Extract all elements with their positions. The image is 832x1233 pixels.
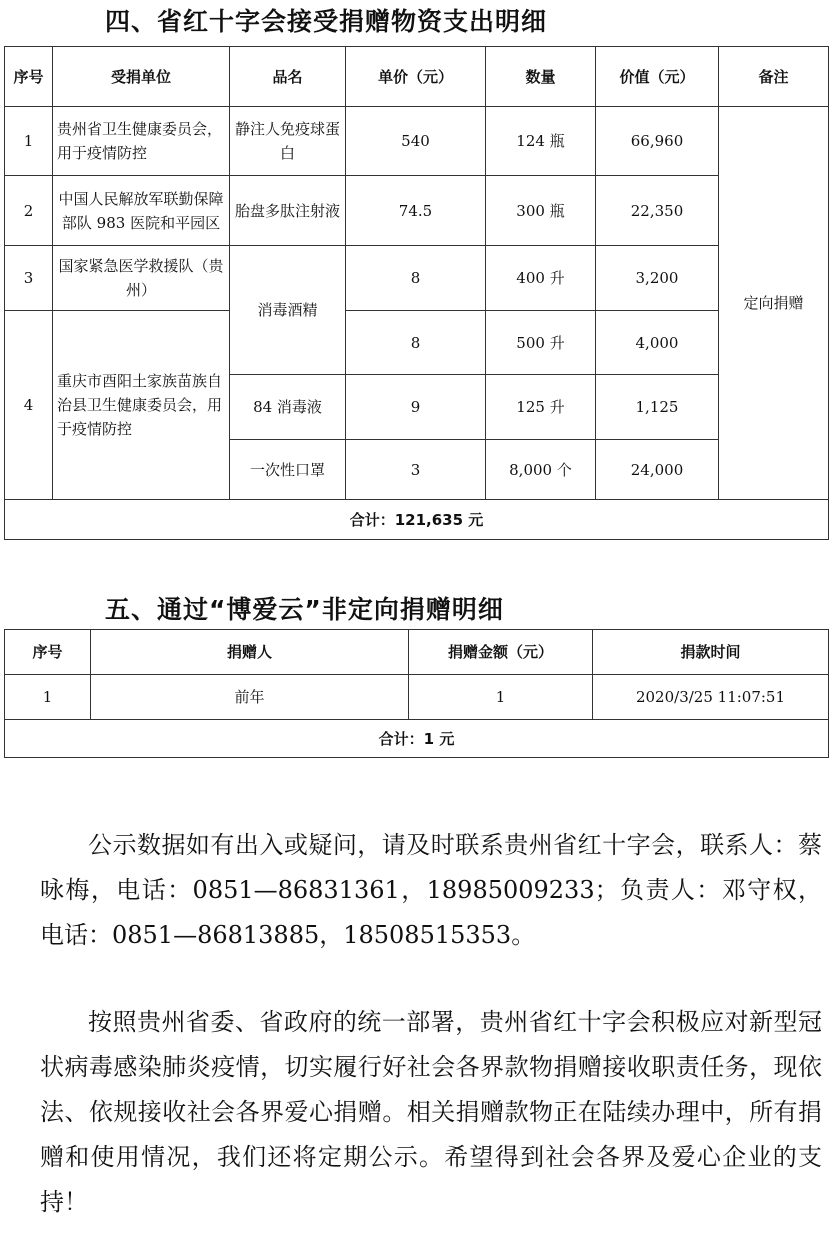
cell-recipient: 国家紧急医学救援队（贵州） [53, 246, 230, 311]
cell-price: 8 [346, 246, 486, 311]
table-row [5, 246, 829, 311]
section-4-title: 四、省红十字会接受捐赠物资支出明细 [105, 7, 548, 36]
cell-recipient: 重庆市酉阳土家族苗族自治县卫生健康委员会，用于疫情防控 [53, 311, 230, 500]
col-header-qty: 数量 [486, 47, 596, 107]
cell-price: 74.5 [346, 176, 486, 246]
cell-time: 2020/3/25 11:07:51 [593, 675, 829, 720]
cell-amount: 1 [409, 675, 593, 720]
col-header-donor: 捐赠人 [91, 630, 409, 675]
donation-table [4, 629, 829, 758]
cell-donor: 前年 [91, 675, 409, 720]
col-header-time: 捐款时间 [593, 630, 829, 675]
cell-recipient: 中国人民解放军联勤保障部队 983 医院和平园区 [53, 176, 230, 246]
col-header-value: 价值（元） [596, 47, 719, 107]
cell-no: 1 [5, 675, 91, 720]
cell-no: 3 [5, 246, 53, 311]
table-header-row [5, 630, 829, 675]
cell-value: 3,200 [596, 246, 719, 311]
cell-price: 8 [346, 311, 486, 375]
cell-no: 4 [5, 311, 53, 500]
material-expenditure-table [4, 46, 829, 540]
cell-qty: 500 升 [486, 311, 596, 375]
col-header-item: 品名 [230, 47, 346, 107]
cell-recipient: 贵州省卫生健康委员会，用于疫情防控 [53, 107, 230, 176]
cell-item: 静注人免疫球蛋白 [230, 107, 346, 176]
cell-value: 66,960 [596, 107, 719, 176]
cell-no: 2 [5, 176, 53, 246]
col-header-no: 序号 [5, 630, 91, 675]
table-row [5, 176, 829, 246]
cell-qty: 300 瓶 [486, 176, 596, 246]
col-header-price: 单价（元） [346, 47, 486, 107]
section-5-title: 五、通过“博爱云”非定向捐赠明细 [105, 595, 504, 624]
total-row [5, 500, 829, 540]
cell-price: 3 [346, 440, 486, 500]
cell-value: 24,000 [596, 440, 719, 500]
cell-item: 一次性口罩 [230, 440, 346, 500]
total-row [5, 720, 829, 758]
cell-note: 定向捐赠 [719, 107, 829, 500]
total-cell: 合计：121,635 元 [5, 500, 829, 540]
cell-value: 22,350 [596, 176, 719, 246]
cell-value: 1,125 [596, 375, 719, 440]
cell-item: 84 消毒液 [230, 375, 346, 440]
statement-paragraph: 按照贵州省委、省政府的统一部署，贵州省红十字会积极应对新型冠状病毒感染肺炎疫情，切实履行好社会各界款物捐赠接收职责任务，现依法、依规接收社会各界爱心捐赠。相关捐赠款物正在陆续办理中，所有捐赠和使用情况，我们还将定期公示。希望得到社会各界及爱心企业的支持！ [40, 1008, 822, 1216]
cell-qty: 124 瓶 [486, 107, 596, 176]
col-header-recipient: 受捐单位 [53, 47, 230, 107]
cell-item: 胎盘多肽注射液 [230, 176, 346, 246]
cell-qty: 400 升 [486, 246, 596, 311]
cell-price: 9 [346, 375, 486, 440]
cell-price: 540 [346, 107, 486, 176]
cell-qty: 125 升 [486, 375, 596, 440]
col-header-note: 备注 [719, 47, 829, 107]
col-header-no: 序号 [5, 47, 53, 107]
table-row [5, 311, 829, 375]
table-row [5, 107, 829, 176]
cell-value: 4,000 [596, 311, 719, 375]
col-header-amount: 捐赠金额（元） [409, 630, 593, 675]
total-cell: 合计：1 元 [5, 720, 829, 758]
table-row [5, 675, 829, 720]
table-header-row [5, 47, 829, 107]
contact-paragraph: 公示数据如有出入或疑问，请及时联系贵州省红十字会，联系人：蔡咏梅，电话：0851—86831361，18985009233；负责人：邓守权，电话：0851—86813885，18508515353。 [40, 831, 822, 949]
cell-qty: 8,000 个 [486, 440, 596, 500]
cell-no: 1 [5, 107, 53, 176]
cell-item: 消毒酒精 [230, 246, 346, 375]
